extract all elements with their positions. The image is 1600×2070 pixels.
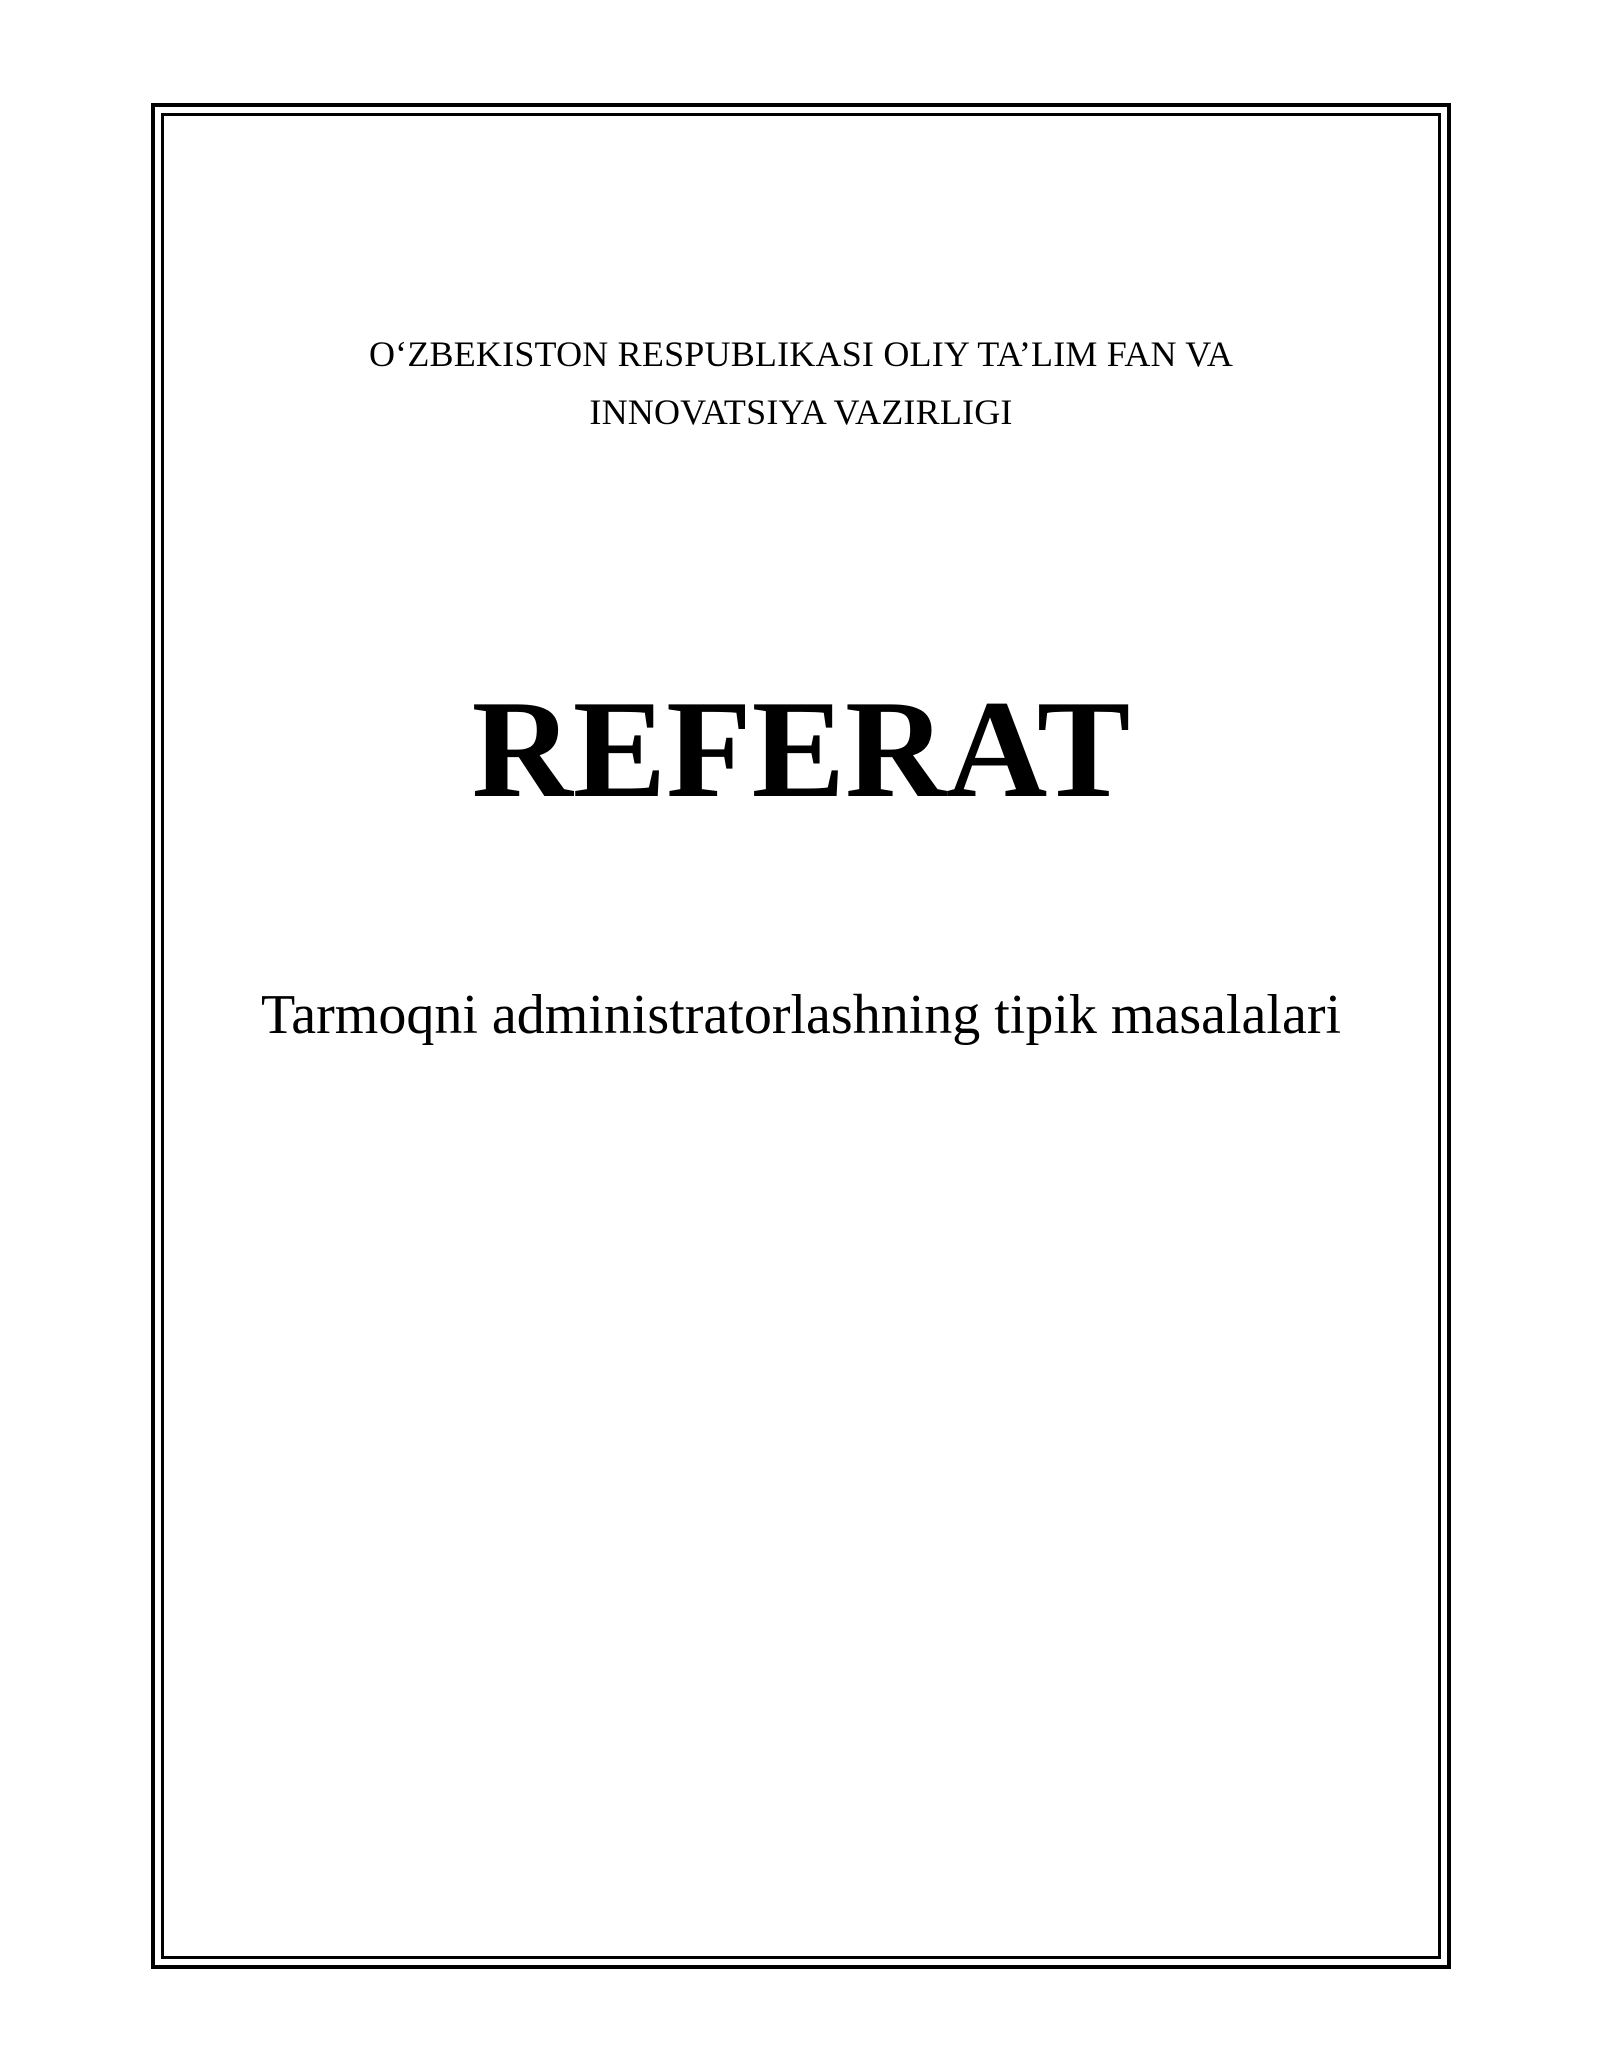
ministry-heading	[161, 325, 1441, 441]
document-topic: Tarmoqni administratorlashning tipik masalalari	[260, 984, 1342, 1046]
ministry-heading-line-2: INNOVATSIYA VAZIRLIGI	[589, 392, 1013, 432]
ministry-heading-line-1: O‘ZBEKISTON RESPUBLIKASI OLIY TA’LIM FAN VA	[368, 334, 1234, 374]
document-type-title: REFERAT	[471, 672, 1131, 827]
